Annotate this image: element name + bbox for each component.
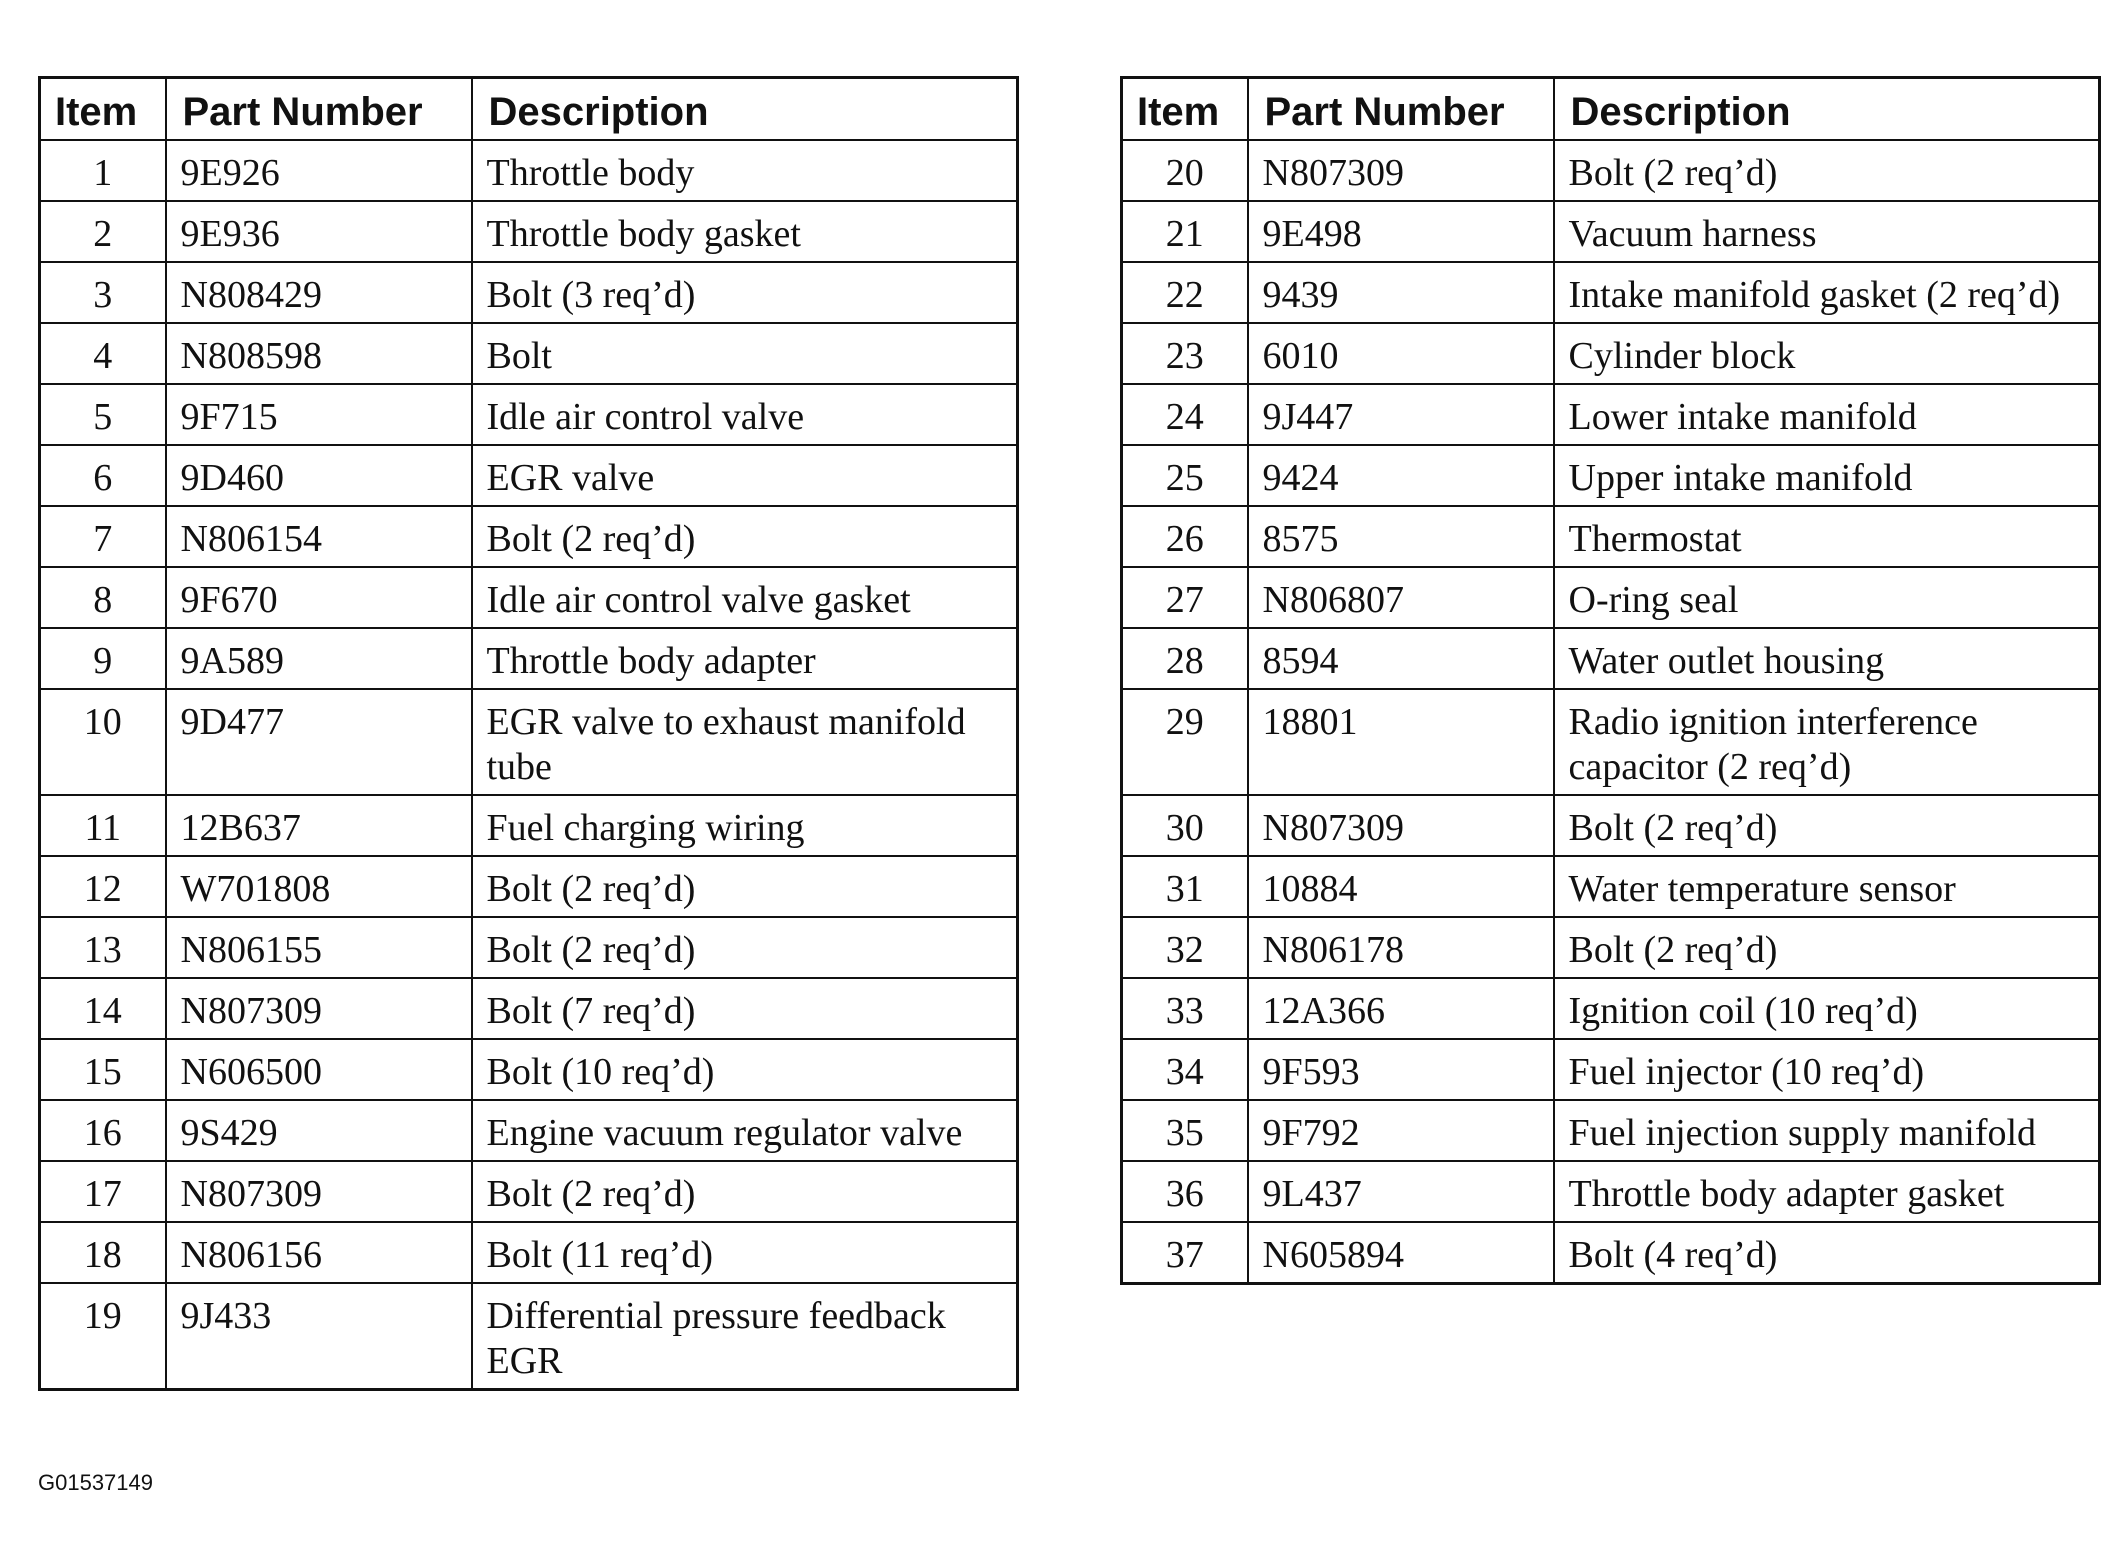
part-description: Engine vacuum regulator valve [472, 1100, 1018, 1161]
column-header-part-number: Part Number [1248, 78, 1554, 141]
part-description: Bolt (10 req’d) [472, 1039, 1018, 1100]
part-description: Cylinder block [1554, 323, 2100, 384]
part-number: 12A366 [1248, 978, 1554, 1039]
table-row [1122, 445, 2100, 506]
table-row [1122, 262, 2100, 323]
part-description: Throttle body [472, 140, 1018, 201]
table-row [1122, 384, 2100, 445]
part-number: N806156 [166, 1222, 472, 1283]
part-number: 9E926 [166, 140, 472, 201]
part-number: 12B637 [166, 795, 472, 856]
part-number: N806155 [166, 917, 472, 978]
part-description: Water outlet housing [1554, 628, 2100, 689]
table-row [40, 1100, 1018, 1161]
part-number: 9J433 [166, 1283, 472, 1390]
item-number: 28 [1122, 628, 1248, 689]
table-row [40, 323, 1018, 384]
part-description: Upper intake manifold [1554, 445, 2100, 506]
part-number: N807309 [1248, 140, 1554, 201]
part-description: Bolt (2 req’d) [472, 917, 1018, 978]
part-description: Ignition coil (10 req’d) [1554, 978, 2100, 1039]
item-number: 21 [1122, 201, 1248, 262]
part-number: W701808 [166, 856, 472, 917]
parts-table-right [1120, 76, 2101, 1285]
table-row [40, 1283, 1018, 1390]
part-description: Idle air control valve [472, 384, 1018, 445]
part-number: 9E936 [166, 201, 472, 262]
item-number: 31 [1122, 856, 1248, 917]
item-number: 17 [40, 1161, 166, 1222]
item-number: 1 [40, 140, 166, 201]
table-row [1122, 323, 2100, 384]
parts-table-body [40, 140, 1018, 1390]
part-number: 9F670 [166, 567, 472, 628]
part-description: Bolt (2 req’d) [472, 856, 1018, 917]
item-number: 8 [40, 567, 166, 628]
item-number: 37 [1122, 1222, 1248, 1284]
part-number: 9J447 [1248, 384, 1554, 445]
table-row [40, 567, 1018, 628]
table-row [1122, 1161, 2100, 1222]
part-number: 9S429 [166, 1100, 472, 1161]
part-number: 9D477 [166, 689, 472, 795]
item-number: 10 [40, 689, 166, 795]
item-number: 22 [1122, 262, 1248, 323]
item-number: 19 [40, 1283, 166, 1390]
part-number: 9439 [1248, 262, 1554, 323]
item-number: 34 [1122, 1039, 1248, 1100]
part-description: Bolt (2 req’d) [1554, 795, 2100, 856]
table-row [1122, 201, 2100, 262]
table-row [1122, 1222, 2100, 1284]
part-description: Bolt (2 req’d) [1554, 140, 2100, 201]
table-row [1122, 1100, 2100, 1161]
item-number: 6 [40, 445, 166, 506]
table-row [40, 140, 1018, 201]
part-number: N807309 [166, 978, 472, 1039]
table-row [1122, 978, 2100, 1039]
part-number: 9L437 [1248, 1161, 1554, 1222]
part-number: 18801 [1248, 689, 1554, 795]
part-description: Thermostat [1554, 506, 2100, 567]
item-number: 15 [40, 1039, 166, 1100]
table-row [40, 201, 1018, 262]
part-number: 9D460 [166, 445, 472, 506]
item-number: 5 [40, 384, 166, 445]
part-description: Radio ignition interference capacitor (2 req’d) [1554, 689, 2100, 795]
part-description: Fuel injection supply manifold [1554, 1100, 2100, 1161]
item-number: 32 [1122, 917, 1248, 978]
table-row [40, 506, 1018, 567]
part-description: Throttle body adapter [472, 628, 1018, 689]
table-row [40, 384, 1018, 445]
part-number: 8594 [1248, 628, 1554, 689]
part-number: 10884 [1248, 856, 1554, 917]
part-number: N806154 [166, 506, 472, 567]
item-number: 30 [1122, 795, 1248, 856]
item-number: 27 [1122, 567, 1248, 628]
table-row [1122, 689, 2100, 795]
column-header-part-number: Part Number [166, 78, 472, 141]
item-number: 33 [1122, 978, 1248, 1039]
table-row [40, 917, 1018, 978]
part-number: N606500 [166, 1039, 472, 1100]
parts-table-left [38, 76, 1019, 1391]
table-row [40, 1161, 1018, 1222]
part-description: Bolt (4 req’d) [1554, 1222, 2100, 1284]
table-row [1122, 1039, 2100, 1100]
item-number: 12 [40, 856, 166, 917]
item-number: 20 [1122, 140, 1248, 201]
part-description: EGR valve to exhaust manifold tube [472, 689, 1018, 795]
item-number: 35 [1122, 1100, 1248, 1161]
item-number: 29 [1122, 689, 1248, 795]
part-number: N605894 [1248, 1222, 1554, 1284]
table-row [40, 262, 1018, 323]
part-description: Bolt (2 req’d) [1554, 917, 2100, 978]
table-row [40, 1039, 1018, 1100]
part-number: 9E498 [1248, 201, 1554, 262]
part-description: Bolt (11 req’d) [472, 1222, 1018, 1283]
item-number: 14 [40, 978, 166, 1039]
part-number: 9F715 [166, 384, 472, 445]
header-row [1122, 78, 2100, 141]
item-number: 4 [40, 323, 166, 384]
table-row [1122, 856, 2100, 917]
figure-id: G01537149 [38, 1470, 153, 1495]
part-description: Bolt (3 req’d) [472, 262, 1018, 323]
part-description: Intake manifold gasket (2 req’d) [1554, 262, 2100, 323]
part-description: Bolt [472, 323, 1018, 384]
part-number: 9A589 [166, 628, 472, 689]
item-number: 23 [1122, 323, 1248, 384]
item-number: 24 [1122, 384, 1248, 445]
part-description: Bolt (7 req’d) [472, 978, 1018, 1039]
item-number: 11 [40, 795, 166, 856]
part-number: N808598 [166, 323, 472, 384]
item-number: 13 [40, 917, 166, 978]
item-number: 9 [40, 628, 166, 689]
part-number: N807309 [1248, 795, 1554, 856]
part-description: Fuel charging wiring [472, 795, 1018, 856]
part-description: Bolt (2 req’d) [472, 1161, 1018, 1222]
part-description: Vacuum harness [1554, 201, 2100, 262]
column-header-item: Item [1122, 78, 1248, 141]
item-number: 16 [40, 1100, 166, 1161]
part-number: N806178 [1248, 917, 1554, 978]
part-description: Water temperature sensor [1554, 856, 2100, 917]
column-header-description: Description [1554, 78, 2100, 141]
table-row [40, 628, 1018, 689]
item-number: 26 [1122, 506, 1248, 567]
table-row [40, 689, 1018, 795]
item-number: 3 [40, 262, 166, 323]
column-header-item: Item [40, 78, 166, 141]
table-row [1122, 917, 2100, 978]
part-description: Bolt (2 req’d) [472, 506, 1018, 567]
part-description: Lower intake manifold [1554, 384, 2100, 445]
part-number: 8575 [1248, 506, 1554, 567]
part-number: N808429 [166, 262, 472, 323]
part-description: Fuel injector (10 req’d) [1554, 1039, 2100, 1100]
part-description: Throttle body gasket [472, 201, 1018, 262]
part-number: 9424 [1248, 445, 1554, 506]
part-number: N806807 [1248, 567, 1554, 628]
item-number: 18 [40, 1222, 166, 1283]
table-row [1122, 628, 2100, 689]
table-row [40, 795, 1018, 856]
table-row [1122, 140, 2100, 201]
table-row [40, 445, 1018, 506]
part-description: Throttle body adapter gasket [1554, 1161, 2100, 1222]
parts-table-body [1122, 140, 2100, 1284]
part-number: 9F593 [1248, 1039, 1554, 1100]
column-header-description: Description [472, 78, 1018, 141]
item-number: 2 [40, 201, 166, 262]
table-row [40, 978, 1018, 1039]
part-description: EGR valve [472, 445, 1018, 506]
item-number: 36 [1122, 1161, 1248, 1222]
table-row [1122, 567, 2100, 628]
table-row [1122, 506, 2100, 567]
part-number: 9F792 [1248, 1100, 1554, 1161]
item-number: 7 [40, 506, 166, 567]
part-description: O-ring seal [1554, 567, 2100, 628]
part-description: Differential pressure feedback EGR [472, 1283, 1018, 1390]
table-row [1122, 795, 2100, 856]
item-number: 25 [1122, 445, 1248, 506]
table-row [40, 1222, 1018, 1283]
part-description: Idle air control valve gasket [472, 567, 1018, 628]
table-row [40, 856, 1018, 917]
header-row [40, 78, 1018, 141]
part-number: N807309 [166, 1161, 472, 1222]
part-number: 6010 [1248, 323, 1554, 384]
